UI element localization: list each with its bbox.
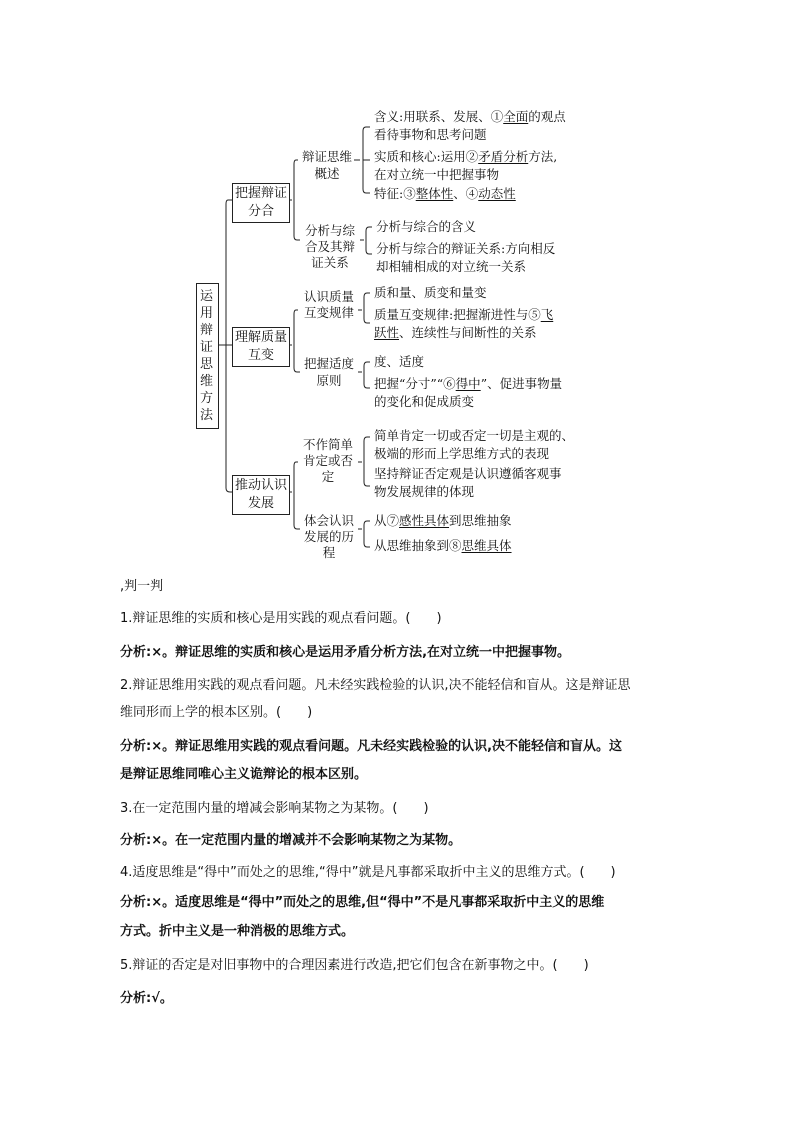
root-label: 运用辩证思维方法 [199,289,213,423]
question-3: 3.在一定范围内量的增减会影响某物之为某物。( ) [120,801,429,816]
question-2-line-1: 2.辩证思维用实践的观点看问题。凡未经实践检验的认识,决不能轻信和盲从。这是辩证思 [120,678,631,693]
analysis-3: 分析:×。在一定范围内量的增减并不会影响某物之为某物。 [120,833,462,848]
sub-2-1-label: 认识质量互变规律 [303,289,354,320]
leaf-text: 、连续性与间断性的关系 [399,325,537,340]
sub-3-2-label: 体会认识发展的历程 [303,513,354,560]
leaf-text: 含义:用联系、发展、① [374,109,504,124]
leaf-blank: 动态性 [478,186,516,201]
leaf-3-1-1 [374,427,574,463]
branch-1-box [232,183,290,223]
leaf-text: 极端的形而上学思维方式的表现 [374,446,550,461]
leaf-blank: 感性具体 [399,513,450,528]
branch-2-box [232,327,290,367]
analysis-5: 分析:√。 [120,991,173,1006]
leaf-text: 物发展规律的体现 [374,484,475,499]
analysis-4-line-1: 分析:×。适度思维是“得中”而处之的思维,但“得中”不是凡事都采取折中主义的思维 [120,895,605,910]
analysis-4-line-2: 方式。折中主义是一种消极的思维方式。 [120,924,355,939]
leaf-3-1-2 [374,465,562,501]
question-5: 5.辩证的否定是对旧事物中的合理因素进行改造,把它们包含在新事物之中。( ) [120,958,589,973]
leaf-1-2-2 [376,240,555,276]
leaf-1-2-1 [376,218,476,236]
sub-1-2-label: 分析与综合及其辩证关系 [304,223,355,270]
leaf-text: 从思维抽象到⑧ [374,538,462,553]
leaf-blank: 整体性 [415,186,454,201]
leaf-text: 却相辅相成的对立统一关系 [376,259,527,274]
question-2-line-2: 维同形而上学的根本区别。( ) [120,705,313,720]
question-1: 1.辩证思维的实质和核心是用实践的观点看问题。( ) [120,611,442,626]
leaf-text: 分析与综合的辩证关系:方向相反 [376,241,556,256]
branch-3-label: 推动认识发展 [235,478,288,511]
leaf-text: 到思维抽象 [449,513,512,528]
leaf-text: 在对立统一中把握事物 [374,167,500,182]
leaf-text: 简单肯定一切或否定一切是主观的、 [374,428,575,443]
leaf-2-2-1 [374,353,424,371]
leaf-text: 坚持辩证否定观是认识遵循客观事 [374,466,562,481]
leaf-text: 特征:③ [374,186,416,201]
leaf-2-1-2 [374,306,553,342]
leaf-text: 从⑦ [374,513,400,528]
sub-2-2-label: 把握适度原则 [303,356,354,388]
leaf-blank: 思维具体 [461,538,512,553]
analysis-2-line-2: 是辩证思维同唯心主义诡辩论的根本区别。 [120,767,368,782]
leaf-text: 的变化和促成质变 [374,394,475,409]
question-4: 4.适度思维是“得中”而处之的思维,“得中”就是凡事都采取折中主义的思维方式。( ) [120,865,616,880]
leaf-blank: 全面 [503,109,529,124]
leaf-2-1-1 [374,284,487,302]
leaf-1-1-3 [374,185,516,203]
leaf-blank: 跃性 [374,325,400,340]
leaf-3-2-2 [374,537,512,555]
branch-2-label: 理解质量互变 [235,330,288,363]
analysis-2-line-1: 分析:×。辩证思维用实践的观点看问题。凡未经实践检验的认识,决不能轻信和盲从。这 [120,739,623,754]
analysis-1: 分析:×。辩证思维的实质和核心是运用矛盾分析方法,在对立统一中把握事物。 [120,645,571,660]
leaf-3-2-1 [374,512,512,530]
leaf-1-1-1 [374,108,566,144]
leaf-text: 、④ [453,186,479,201]
leaf-text: ”、促进事物量 [480,376,563,391]
leaf-blank: 得中 [455,376,481,391]
branch-1-label: 把握辩证分合 [235,186,288,219]
mind-map-root [196,283,219,429]
leaf-text: 质量互变规律:把握渐进性与⑤ [374,307,541,322]
leaf-text: 的观点 [528,109,566,124]
leaf-text: 方法, [528,149,558,164]
leaf-text: 质和量、质变和量变 [374,285,487,300]
leaf-2-2-2 [374,375,562,411]
leaf-text: 分析与综合的含义 [376,219,477,234]
leaf-text: 看待事物和思考问题 [374,127,487,142]
leaf-blank: 飞 [540,307,554,322]
leaf-1-1-2 [374,148,557,184]
sub-3-1-label: 不作简单肯定或否定 [302,437,353,484]
branch-3-box [232,475,290,515]
leaf-text: 实质和核心:运用② [374,149,479,164]
section-heading: ,判一判 [120,579,164,594]
sub-1-1-label: 辩证思维概述 [301,149,352,181]
leaf-text: 把握“分寸”“⑥ [374,376,456,391]
leaf-text: 度、适度 [374,354,425,369]
leaf-blank: 矛盾分析 [478,149,529,164]
